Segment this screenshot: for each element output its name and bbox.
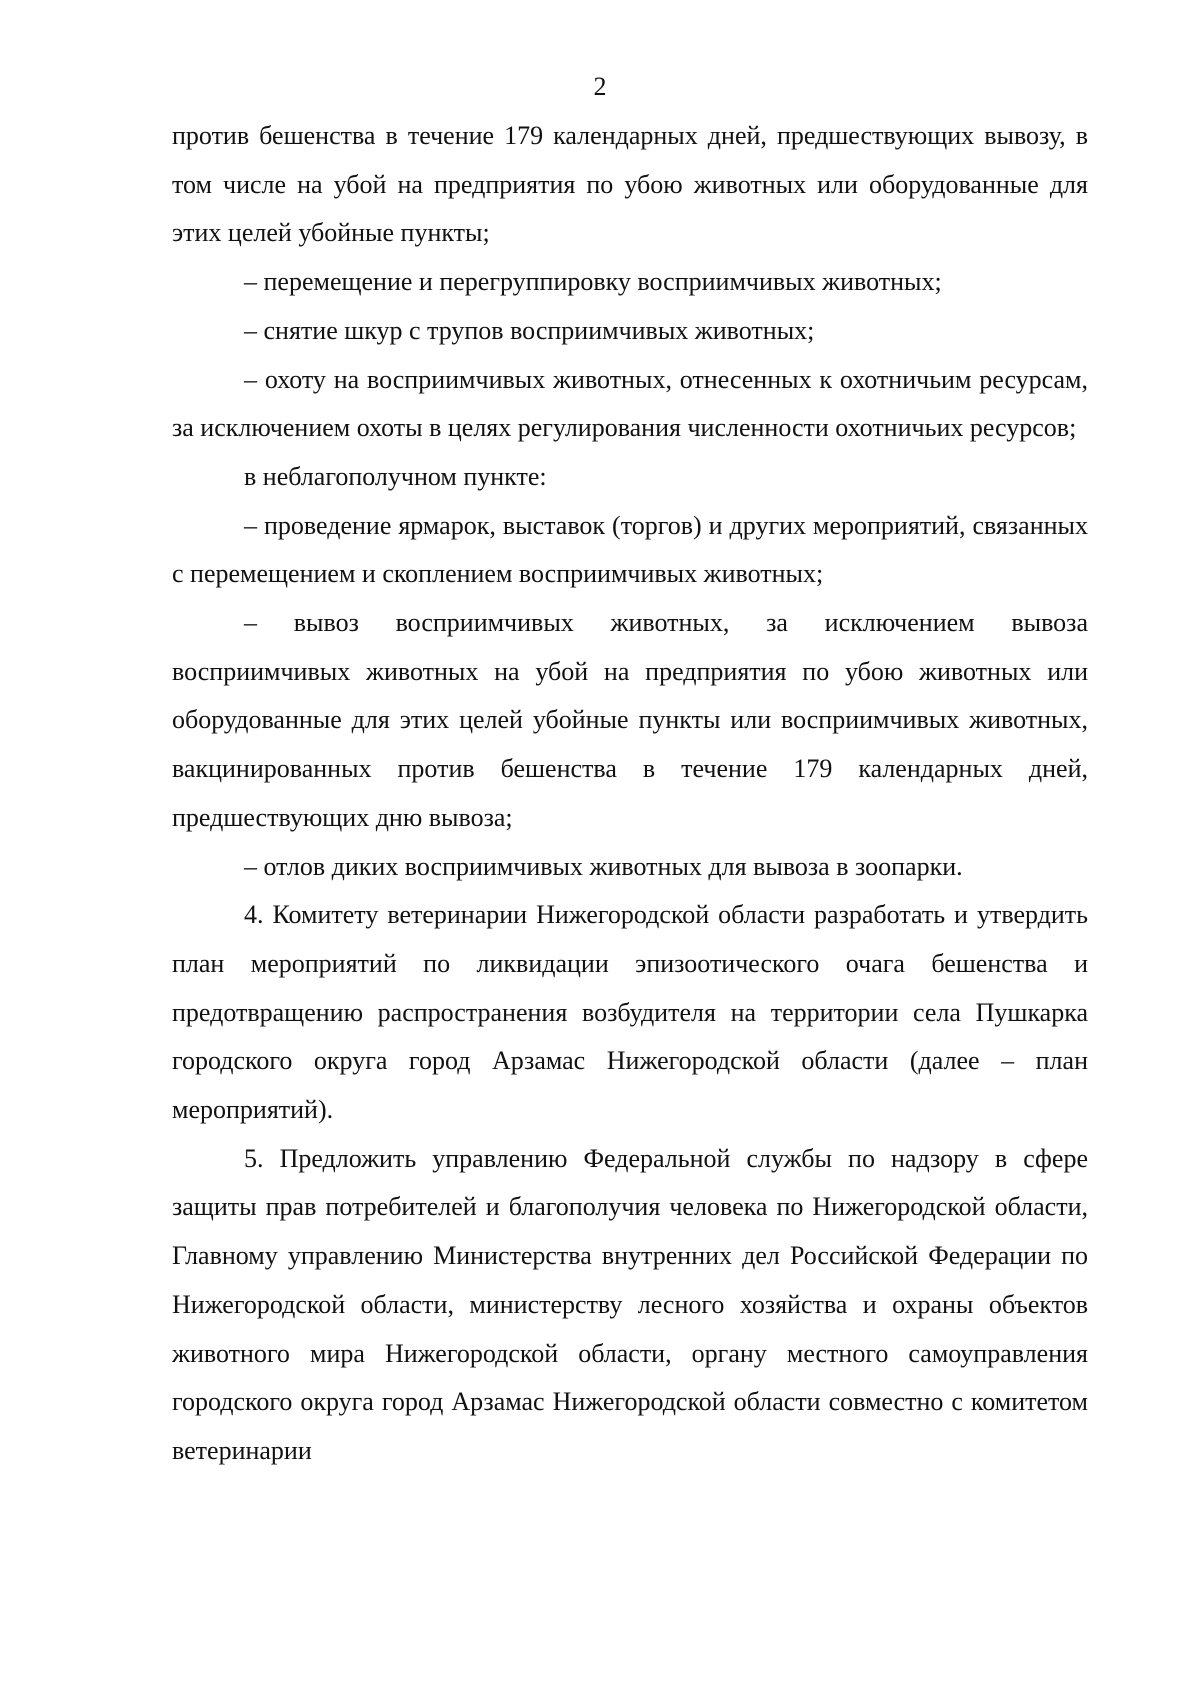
paragraph-item-regrouping: – перемещение и перегруппировку восприимчивых животных;	[244, 267, 942, 297]
paragraph-item-skins: – снятие шкур с трупов восприимчивых животных;	[244, 315, 815, 345]
paragraph-item-fairs: – проведение ярмарок, выставок (торгов) и других мероприятий, связанных с перемещением и скоплением восприимчивых животных;	[172, 510, 1088, 589]
document-body	[172, 112, 1088, 1476]
paragraph-item-hunting: – охоту на восприимчивых животных, отнесенных к охотничьим ресурсам, за исключением охоты в целях регулирования численности охотничьих ресурсов;	[172, 364, 1088, 443]
paragraph-continuation: против бешенства в течение 179 календарных дней, предшествующих вывозу, в том числе на убой на предприятия по убою животных или оборудованные для этих целей убойные пункты;	[172, 121, 1088, 248]
paragraph-item-capture: – отлов диких восприимчивых животных для вывоза в зоопарки.	[244, 851, 963, 881]
paragraph-heading-unfavorable-point: в неблагополучном пункте:	[244, 461, 547, 491]
paragraph-clause-5: 5. Предложить управлению Федеральной службы по надзору в сфере защиты прав потребителей и благополучия человека по Нижегородской области, Главному управлению Министерства внутренних дел Российской Федерации по Нижегородской области, министерству лесного хозяйства и охраны объектов животного мира Нижегородской области, органу местного самоуправления городского округа город Арзамас Нижегородской области совместно с комитетом ветеринарии	[172, 1143, 1088, 1465]
paragraph-item-export: – вывоз восприимчивых животных, за исключением вывоза восприимчивых животных на убой на предприятия по убою животных или оборудованные для этих целей убойные пункты или восприимчивых животных, вакцинированных против бешенства в течение 179 календарных дней, предшествующих дню вывоза;	[172, 608, 1088, 832]
page-number: 2	[593, 72, 607, 101]
paragraph-clause-4: 4. Комитету ветеринарии Нижегородской области разработать и утвердить план мероприятий по ликвидации эпизоотического очага бешенства и предотвращению распространения возбудителя на территории села Пушкарка городского округа город Арзамас Нижегородской области (далее – план мероприятий).	[172, 900, 1088, 1125]
